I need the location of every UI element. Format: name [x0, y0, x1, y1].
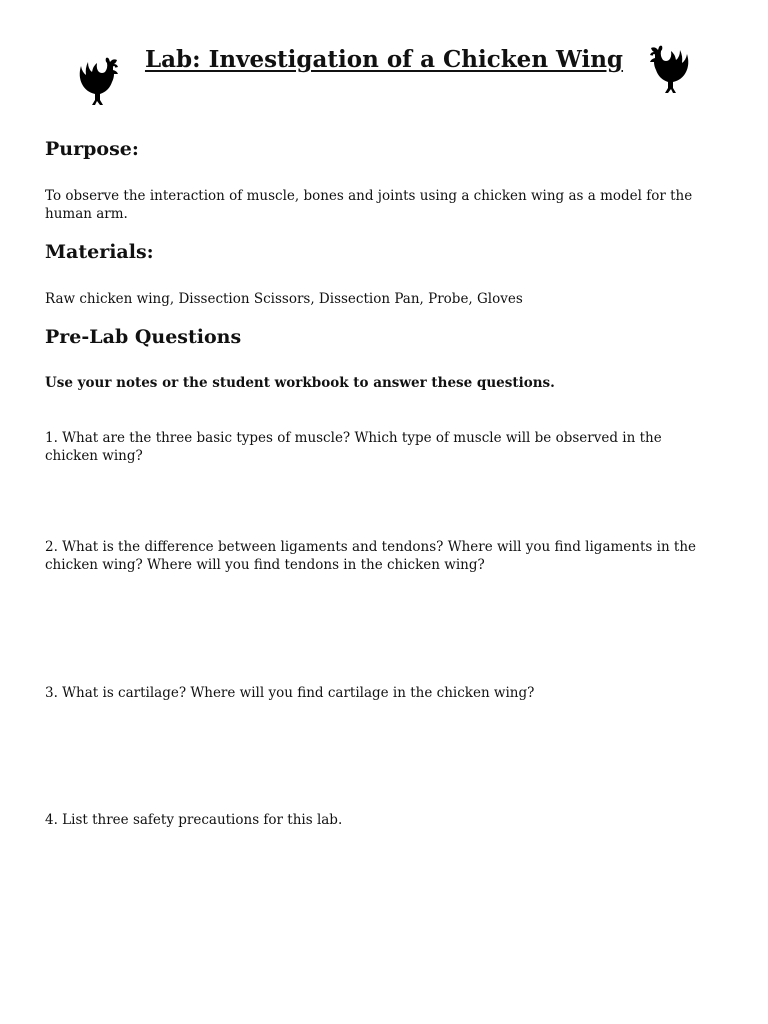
- materials-text: Raw chicken wing, Dissection Scissors, Dissection Pan, Probe, Gloves: [45, 291, 523, 307]
- prelab-heading: Pre-Lab Questions: [45, 326, 242, 348]
- question-2: 2. What is the difference between ligaments and tendons? Where will you find ligaments in the chicken wing? Where will you find tendons in the chicken wing?: [45, 539, 697, 573]
- materials-heading: Materials:: [45, 241, 154, 263]
- question-3: 3. What is cartilage? Where will you find cartilage in the chicken wing?: [45, 685, 535, 701]
- question-4: 4. List three safety precautions for this lab.: [45, 812, 343, 828]
- prelab-instructions: Use your notes or the student workbook to answer these questions.: [45, 375, 555, 391]
- purpose-heading: Purpose:: [45, 138, 139, 160]
- question-1: 1. What are the three basic types of muscle? Which type of muscle will be observed in the chicken wing?: [45, 430, 662, 464]
- purpose-text: To observe the interaction of muscle, bones and joints using a chicken wing as a model for the human arm.: [45, 188, 693, 222]
- page-title: Lab: Investigation of a Chicken Wing: [144, 46, 624, 73]
